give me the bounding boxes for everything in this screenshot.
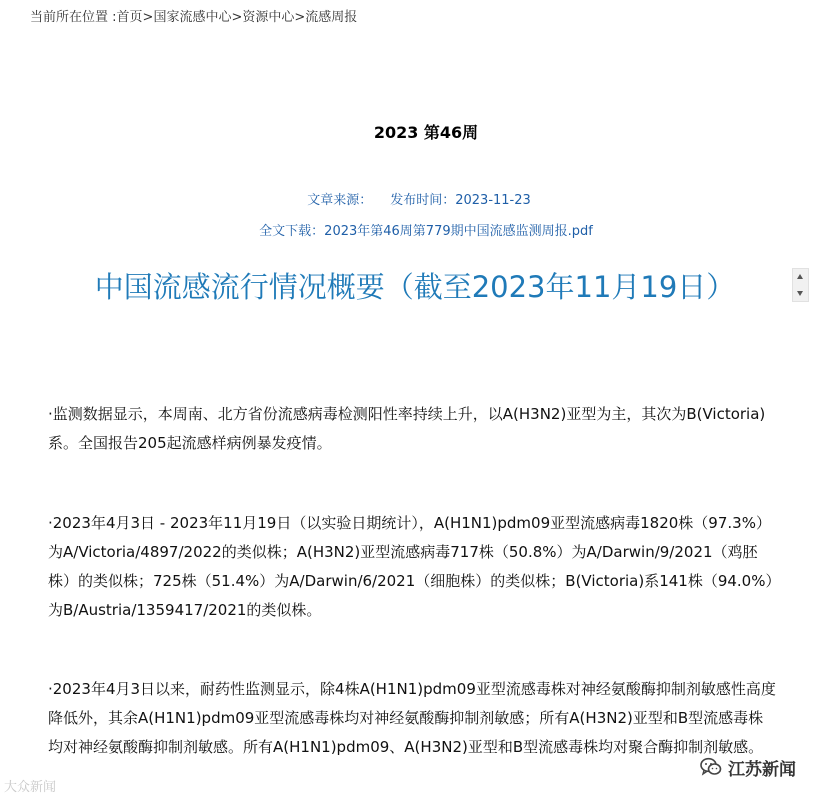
download-label: 全文下载： — [259, 224, 325, 239]
breadcrumb-separator: > — [231, 10, 243, 25]
pdf-download-link[interactable]: 2023年第46周第779期中国流感监测周报.pdf — [324, 224, 593, 239]
watermark-right — [700, 755, 796, 779]
scroll-down-arrow-icon[interactable] — [797, 291, 803, 296]
summary-headline: 中国流感流行情况概要（截至2023年11月19日） — [94, 270, 736, 304]
watermark-left: 大众新闻 — [4, 780, 57, 795]
watermark-account-name: 江苏新闻 — [728, 759, 796, 780]
summary-paragraph: ·2023年4月3日以来，耐药性监测显示，除4株A(H1N1)pdm09亚型流感毒株对神经氨酸酶抑制剂敏感性高度降低外，其余A(H1N1)pdm09亚型流感毒株均对神经氨酸酶抑制剂敏感；所有A(H3N2)亚型和B型流感毒株均对神经氨酸酶抑制剂敏感。所有A(H1N1)pdm09、A(H3N2)亚型和B型流感毒株均对聚合酶抑制剂敏感。 — [48, 680, 776, 756]
breadcrumb-prefix: 当前所在位置 : — [30, 10, 117, 25]
breadcrumb-resource-center-link[interactable]: 资源中心 — [242, 10, 295, 25]
publish-date: 2023-11-23 — [455, 193, 531, 208]
download-row — [0, 222, 832, 242]
summary-paragraph: ·2023年4月3日 - 2023年11月19日（以实验日期统计），A(H1N1)pdm09亚型流感病毒1820株（97.3%）为A/Victoria/4897/2022的类似株；A(H3N2)亚型流感病毒717株（50.8%）为A/Darwin/9/2021（鸡胚株）的类似株；725株（51.4%）为A/Darwin/6/2021（细胞株）的类似株；B(Victoria)系141株（94.0%）为B/Austria/1359417/2021的类似株。 — [48, 514, 773, 619]
breadcrumb-separator: > — [142, 10, 154, 25]
source-label: 文章来源： — [307, 193, 373, 208]
breadcrumb-flu-center-link[interactable]: 国家流感中心 — [153, 10, 232, 25]
breadcrumb-separator: > — [294, 10, 306, 25]
breadcrumb — [30, 9, 357, 27]
headline-scrollbar[interactable] — [792, 268, 809, 302]
breadcrumb-weekly-report-link[interactable]: 流感周报 — [305, 10, 358, 25]
page-title: 2023 第46周 — [373, 123, 479, 142]
breadcrumb-home-link[interactable]: 首页 — [116, 10, 143, 25]
article-meta — [0, 191, 832, 211]
scroll-up-arrow-icon[interactable] — [797, 274, 803, 279]
publish-label: 发布时间： — [390, 193, 456, 208]
wechat-icon — [700, 757, 722, 777]
summary-paragraph: ·监测数据显示，本周南、北方省份流感病毒检测阳性率持续上升，以A(H3N2)亚型为主，其次为B(Victoria)系。全国报告205起流感样病例暴发疫情。 — [48, 405, 766, 452]
